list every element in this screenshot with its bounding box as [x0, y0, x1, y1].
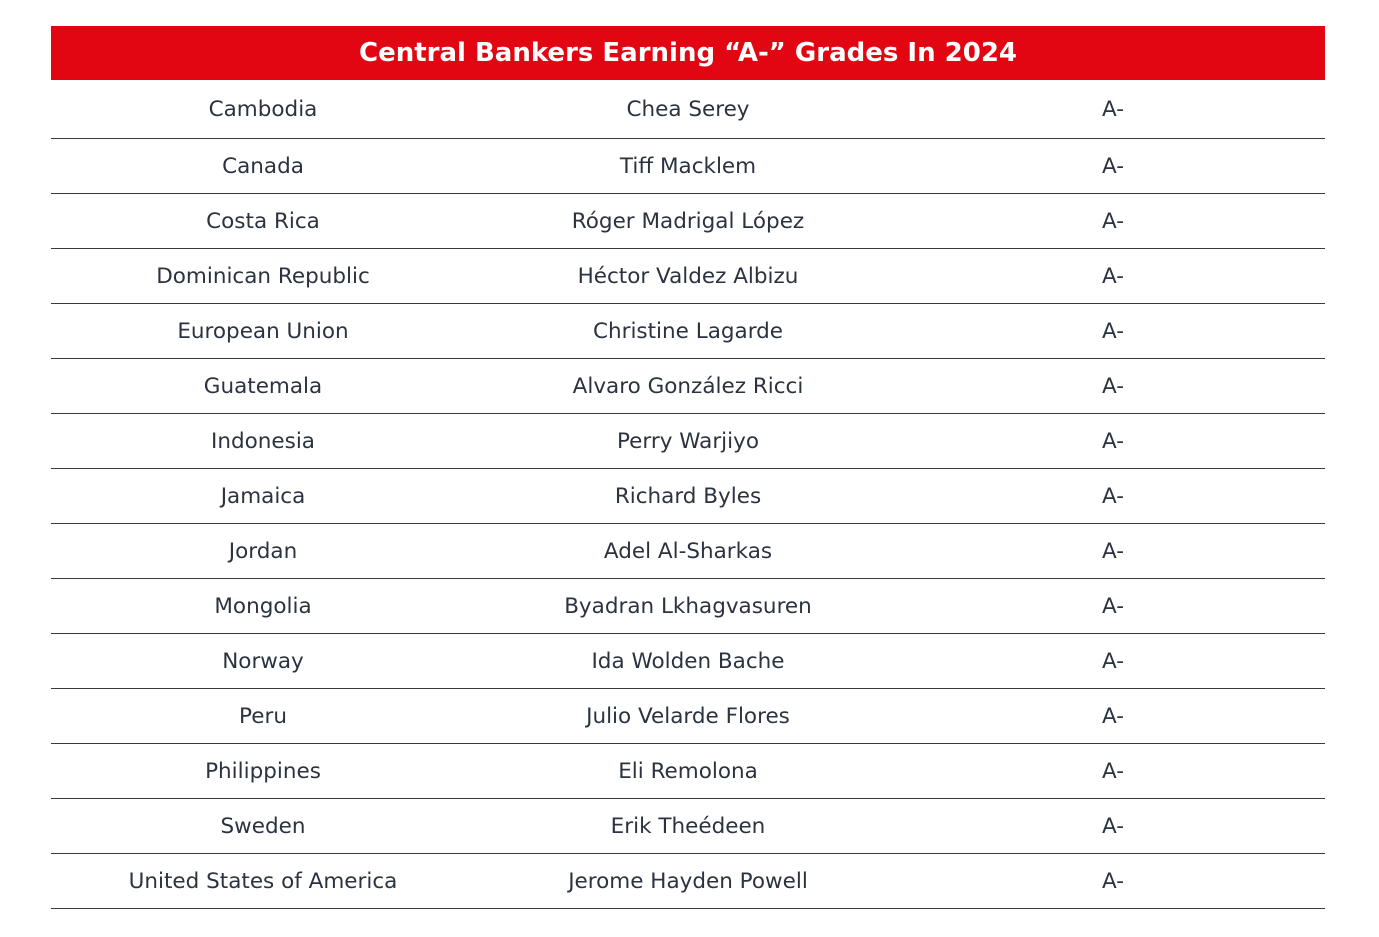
- table-row: [51, 359, 1325, 414]
- grade-cell: A-: [1102, 373, 1124, 399]
- grade-cell: A-: [1102, 263, 1124, 289]
- banker-name-cell: Richard Byles: [614, 483, 762, 509]
- grade-cell: A-: [1102, 538, 1124, 564]
- country-cell: Jordan: [228, 538, 298, 564]
- country-cell: European Union: [177, 318, 349, 344]
- country-cell: Canada: [222, 153, 304, 179]
- country-cell: United States of America: [128, 868, 398, 894]
- table-title: Central Bankers Earning “A-” Grades In 2024: [51, 26, 1325, 80]
- table-row: [51, 854, 1325, 909]
- grade-cell: A-: [1102, 483, 1124, 509]
- table-row: [51, 744, 1325, 799]
- country-cell: Norway: [222, 648, 304, 674]
- banker-name-cell: Byadran Lkhagvasuren: [564, 593, 812, 619]
- country-cell: Costa Rica: [206, 208, 320, 234]
- banker-name-cell: Chea Serey: [626, 96, 750, 122]
- country-cell: Peru: [239, 703, 287, 729]
- country-cell: Sweden: [220, 813, 306, 839]
- country-cell: Indonesia: [211, 428, 315, 454]
- table-row: [51, 249, 1325, 304]
- grade-cell: A-: [1102, 758, 1124, 784]
- grade-cell: A-: [1102, 593, 1124, 619]
- table-body: [51, 80, 1325, 909]
- grade-cell: A-: [1102, 318, 1124, 344]
- country-cell: Philippines: [205, 758, 321, 784]
- country-cell: Cambodia: [208, 96, 318, 122]
- table-row: [51, 139, 1325, 194]
- table-row: [51, 304, 1325, 359]
- banker-name-cell: Erik Theédeen: [610, 813, 766, 839]
- grade-cell: A-: [1102, 96, 1124, 122]
- country-cell: Jamaica: [220, 483, 306, 509]
- banker-name-cell: Jerome Hayden Powell: [568, 868, 808, 894]
- grade-cell: A-: [1102, 648, 1124, 674]
- grade-cell: A-: [1102, 153, 1124, 179]
- banker-name-cell: Ida Wolden Bache: [591, 648, 785, 674]
- banker-name-cell: Héctor Valdez Albizu: [577, 263, 799, 289]
- table-row: [51, 194, 1325, 249]
- banker-name-cell: Tiff Macklem: [619, 153, 757, 179]
- grade-cell: A-: [1102, 428, 1124, 454]
- table-row: [51, 414, 1325, 469]
- country-cell: Dominican Republic: [156, 263, 370, 289]
- country-cell: Mongolia: [214, 593, 312, 619]
- table-row: [51, 634, 1325, 689]
- table-row: [51, 689, 1325, 744]
- table-row: [51, 524, 1325, 579]
- banker-name-cell: Adel Al-Sharkas: [603, 538, 773, 564]
- banker-name-cell: Róger Madrigal López: [571, 208, 805, 234]
- table-row: [51, 579, 1325, 634]
- banker-name-cell: Christine Lagarde: [592, 318, 784, 344]
- banker-name-cell: Perry Warjiyo: [616, 428, 759, 454]
- grade-cell: A-: [1102, 703, 1124, 729]
- table-row: [51, 799, 1325, 854]
- grade-cell: A-: [1102, 868, 1124, 894]
- grade-cell: A-: [1102, 208, 1124, 234]
- grade-cell: A-: [1102, 813, 1124, 839]
- grades-table: [51, 26, 1325, 909]
- banker-name-cell: Julio Velarde Flores: [586, 703, 790, 729]
- banker-name-cell: Eli Remolona: [618, 758, 758, 784]
- table-row: [51, 469, 1325, 524]
- country-cell: Guatemala: [203, 373, 323, 399]
- banker-name-cell: Alvaro González Ricci: [572, 373, 804, 399]
- table-row: [51, 80, 1325, 139]
